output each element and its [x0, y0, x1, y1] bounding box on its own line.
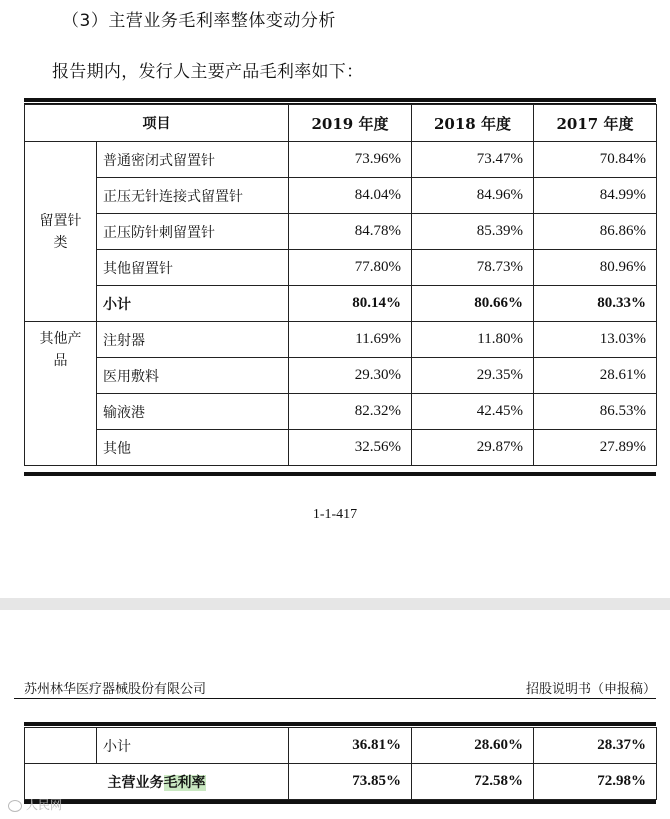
table-row: [25, 430, 657, 466]
table-row: [25, 142, 657, 178]
table-header-row: [25, 105, 657, 142]
total-label-highlight: 毛利率: [163, 774, 206, 791]
section-heading: （3）主营业务毛利率整体变动分析: [62, 11, 336, 31]
cell-value: 29.30%: [289, 358, 412, 394]
table-top-rule: [24, 98, 656, 102]
cell-value: 80.14%: [289, 286, 412, 322]
cell-value: 73.47%: [412, 142, 534, 178]
watermark-logo-icon: [8, 800, 22, 812]
cell-value: 72.98%: [534, 764, 657, 800]
cell-value: 84.96%: [412, 178, 534, 214]
gross-margin-table: [24, 104, 657, 466]
row-name: 小计: [97, 286, 289, 322]
cell-value: 28.61%: [534, 358, 657, 394]
table-row: [25, 358, 657, 394]
row-name: 医用敷料: [97, 358, 289, 394]
cell-value: 73.85%: [289, 764, 412, 800]
table2-top-rule: [24, 722, 656, 726]
cell-value: 29.87%: [412, 430, 534, 466]
group-label-needles: 留置针类: [25, 142, 97, 322]
row-name: 小计: [97, 728, 289, 764]
cell-value: 85.39%: [412, 214, 534, 250]
cell-value: 80.66%: [412, 286, 534, 322]
cell-value: 11.69%: [289, 322, 412, 358]
watermark: [8, 796, 62, 813]
cell-value: 28.37%: [534, 728, 657, 764]
cell-value: 82.32%: [289, 394, 412, 430]
page-number: 1-1-417: [312, 507, 358, 522]
cell-value: 86.53%: [534, 394, 657, 430]
row-name: 注射器: [97, 322, 289, 358]
cell-value: 13.03%: [534, 322, 657, 358]
gross-margin-table-continued: [24, 727, 657, 800]
cell-value: 77.80%: [289, 250, 412, 286]
row-name: 输液港: [97, 394, 289, 430]
header-2017: 2017 年度: [534, 105, 657, 142]
row-name: 正压无针连接式留置针: [97, 178, 289, 214]
cell-value: 84.04%: [289, 178, 412, 214]
header-2019: 2019 年度: [289, 105, 412, 142]
total-label-plain: 主营业务: [107, 774, 164, 791]
cell-value: 29.35%: [412, 358, 534, 394]
blank-cell: [25, 728, 97, 764]
cell-value: 73.96%: [289, 142, 412, 178]
cell-value: 84.99%: [534, 178, 657, 214]
table-row: [25, 178, 657, 214]
row-name: 其他留置针: [97, 250, 289, 286]
table-row: [25, 214, 657, 250]
cell-value: 78.73%: [412, 250, 534, 286]
subtotal-row: [25, 728, 657, 764]
cell-value: 70.84%: [534, 142, 657, 178]
cell-value: 42.45%: [412, 394, 534, 430]
cell-value: 28.60%: [412, 728, 534, 764]
table2-bottom-rule: [24, 800, 656, 804]
page-break: [0, 598, 670, 610]
intro-paragraph: 报告期内，发行人主要产品毛利率如下：: [52, 62, 364, 82]
row-name: 普通密闭式留置针: [97, 142, 289, 178]
cell-value: 11.80%: [412, 322, 534, 358]
cell-value: 32.56%: [289, 430, 412, 466]
header-item: 项目: [25, 105, 289, 142]
cell-value: 27.89%: [534, 430, 657, 466]
row-name: 正压防针刺留置针: [97, 214, 289, 250]
cell-value: 72.58%: [412, 764, 534, 800]
cell-value: 86.86%: [534, 214, 657, 250]
table-row: [25, 250, 657, 286]
table-row: [25, 322, 657, 358]
cell-value: 80.33%: [534, 286, 657, 322]
company-name: 苏州林华医疗器械股份有限公司: [24, 682, 207, 697]
row-name: 其他: [97, 430, 289, 466]
table-bottom-rule: [24, 472, 656, 476]
cell-value: 36.81%: [289, 728, 412, 764]
page-header-rule: [14, 698, 656, 699]
header-2018: 2018 年度: [412, 105, 534, 142]
table-row: [25, 394, 657, 430]
total-label: [25, 764, 289, 800]
cell-value: 84.78%: [289, 214, 412, 250]
cell-value: 80.96%: [534, 250, 657, 286]
watermark-text: 人民网: [26, 798, 63, 812]
total-row: [25, 764, 657, 800]
group-label-other: 其他产品: [25, 322, 97, 466]
document-type: 招股说明书（申报稿）: [525, 682, 656, 697]
subtotal-row: [25, 286, 657, 322]
